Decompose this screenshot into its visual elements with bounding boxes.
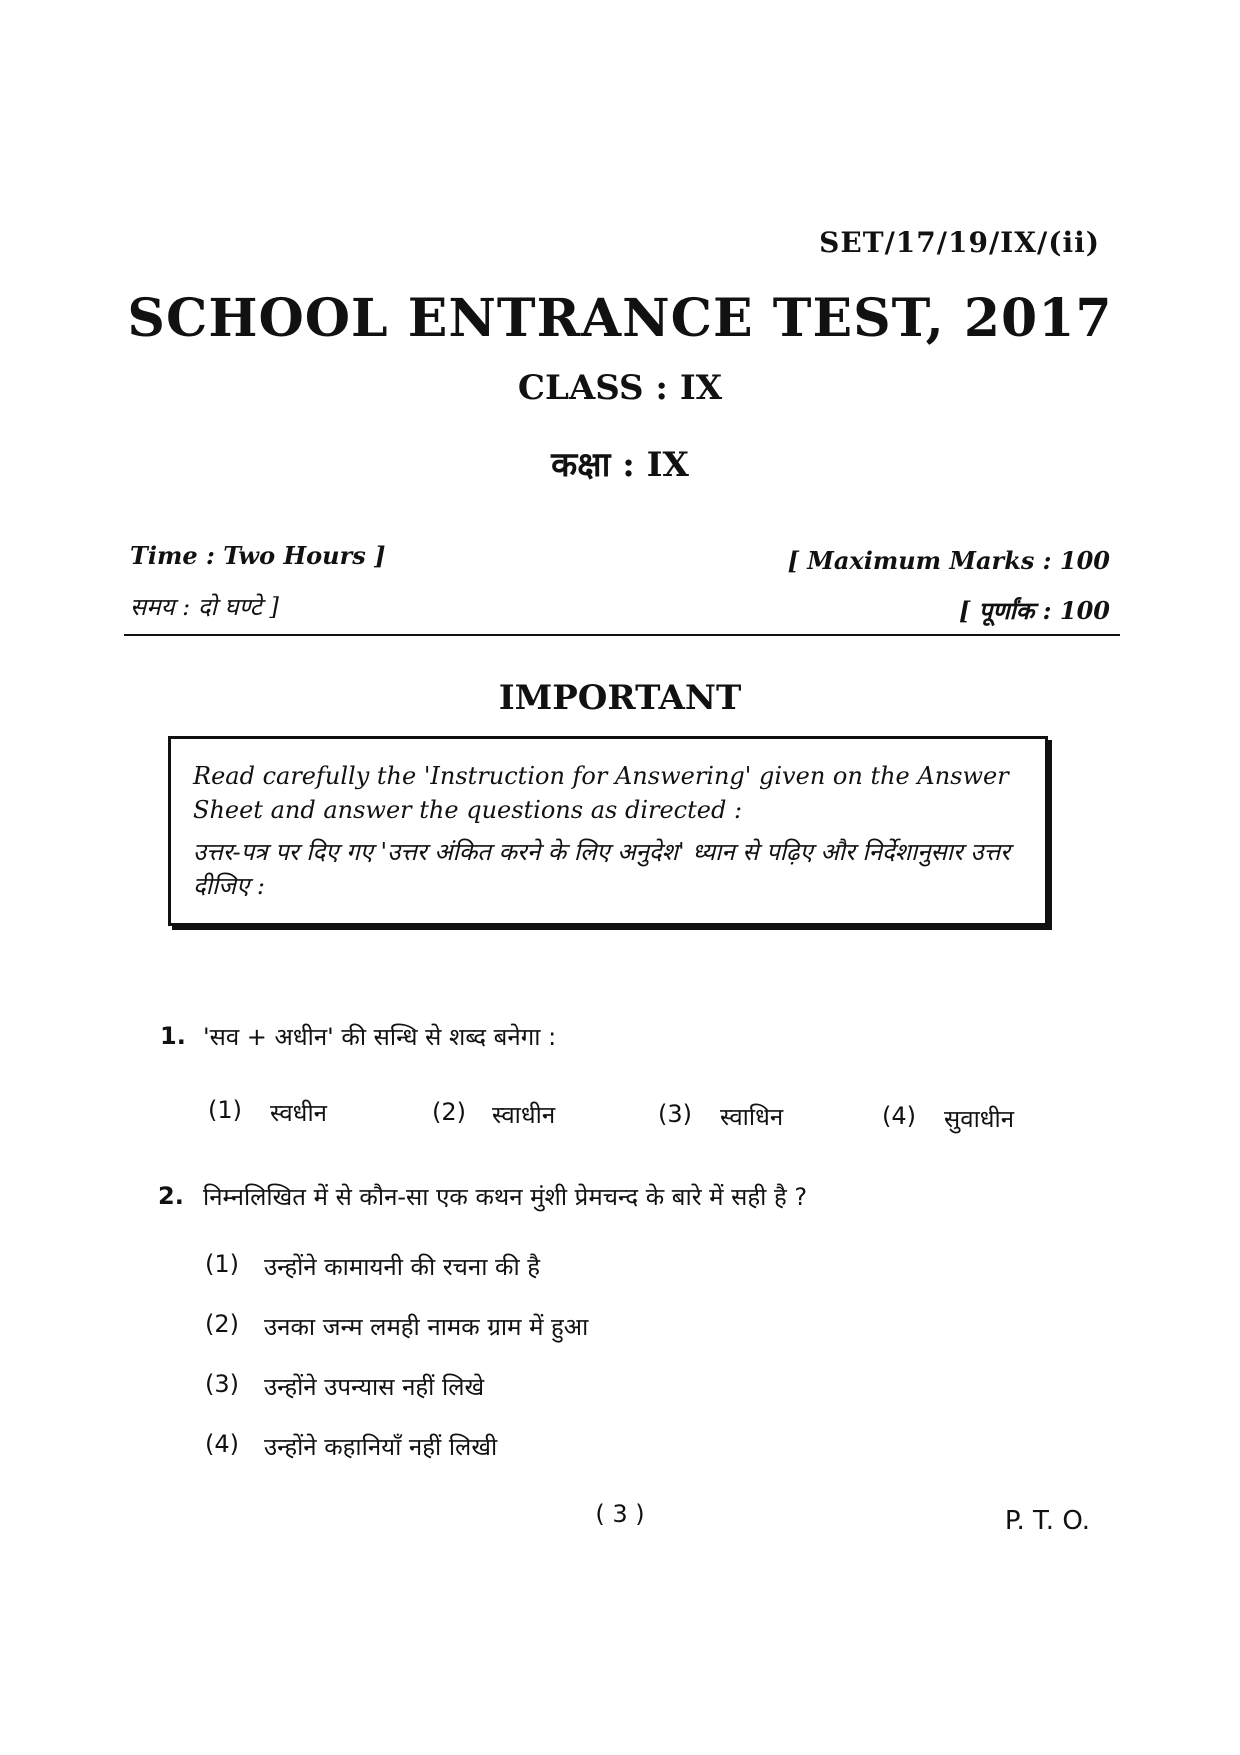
option-number: (4) [205, 1430, 239, 1458]
class-heading-english: CLASS : IX [517, 368, 723, 408]
option-text: स्वाधीन [492, 1101, 556, 1129]
option-number: (3) [205, 1370, 239, 1398]
option-text: उनका जन्म लमही नामक ग्राम में हुआ [264, 1313, 589, 1341]
set-code: SET/17/19/IX/(ii) [819, 226, 1100, 259]
please-turn-over: P. T. O. [1004, 1506, 1090, 1536]
max-marks-hindi: [ पूर्णांक : 100 [958, 596, 1110, 625]
option-text: स्वधीन [270, 1099, 327, 1127]
question-number: 1. [160, 1022, 186, 1050]
important-heading: IMPORTANT [498, 678, 742, 718]
option-text: उन्होंने उपन्यास नहीं लिखे [264, 1373, 485, 1401]
option-number: (1) [205, 1250, 239, 1278]
option-text: स्वाधिन [720, 1103, 784, 1131]
option-number: (2) [205, 1310, 239, 1338]
question-number: 2. [158, 1182, 184, 1210]
option-number: (2) [432, 1098, 466, 1126]
page-number: ( 3 ) [595, 1500, 645, 1528]
divider-rule [124, 634, 1120, 636]
time-hindi: समय : दो घण्टे ] [130, 593, 279, 621]
question-text: 'सव + अधीन' की सन्धि से शब्द बनेगा : [203, 1023, 557, 1051]
instruction-box [168, 736, 1048, 926]
option-number: (1) [208, 1096, 242, 1124]
option-text: उन्होंने कहानियाँ नहीं लिखी [264, 1433, 498, 1461]
option-text: उन्होंने कामायनी की रचना की है [264, 1253, 541, 1281]
instruction-text-hindi: उत्तर-पत्र पर दिए गए 'उत्तर अंकित करने के लिए अनुदेश' ध्यान से पढ़िए और निर्देशानुसार उत्तर दीजिए : [193, 838, 1010, 900]
option-number: (3) [658, 1100, 692, 1128]
option-text: सुवाधीन [944, 1105, 1015, 1133]
max-marks-english: [ Maximum Marks : 100 [787, 546, 1110, 575]
option-number: (4) [882, 1102, 916, 1130]
class-heading-hindi: कक्षा : IX [551, 445, 689, 485]
instruction-text-english: Read carefully the 'Instruction for Answering' given on the Answer Sheet and answer the questions as directed : [193, 762, 1009, 824]
question-text: निम्नलिखित में से कौन-सा एक कथन मुंशी प्रेमचन्द के बारे में सही है ? [203, 1183, 808, 1211]
time-english: Time : Two Hours ] [130, 541, 386, 570]
page-title: SCHOOL ENTRANCE TEST, 2017 [127, 288, 1113, 349]
